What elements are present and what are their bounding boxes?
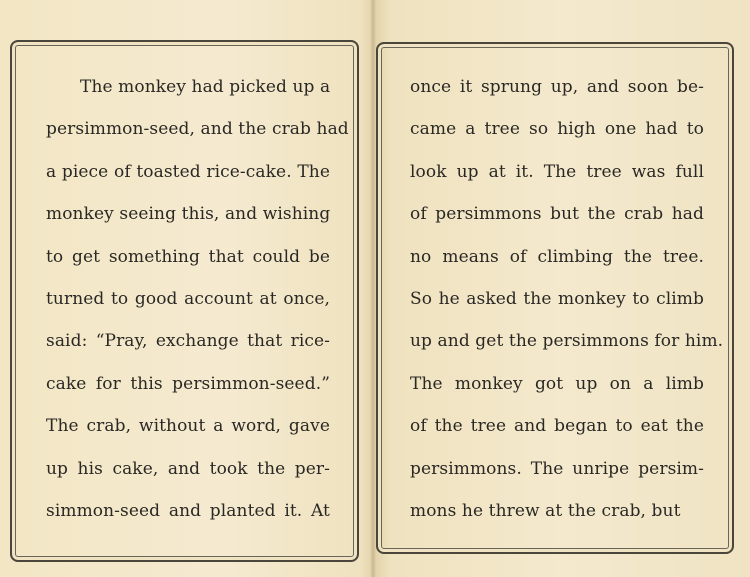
text-line: up and get the persimmons for him. [410,331,724,352]
text-line: once it sprung up, and soon be- [410,77,704,97]
text-line: The monkey got up on a limb [410,373,704,394]
text-line: turned to good account at once, [46,288,330,309]
text-line: a piece of toasted rice-cake. The [46,161,330,182]
text-line: of the tree and began to eat the [410,416,704,437]
text-line: of persimmons but the crab had [410,204,704,225]
text-line: simmon-seed and planted it. At [46,500,330,521]
text-line: persimmons. The unripe persim- [410,458,704,479]
text-line: to get something that could be [46,246,330,267]
text-line: monkey seeing this, and wishing [46,204,331,225]
text-line: cake for this persimmon-seed.” [46,373,330,394]
text-line: mons he threw at the crab, but [410,500,681,521]
text-line: persimmon-seed, and the crab had [46,119,349,140]
left-page [0,0,372,577]
text-line: So he asked the monkey to climb [410,288,704,309]
text-line: up his cake, and took the per- [46,458,330,479]
text-line: The crab, without a word, gave [46,416,330,437]
left-page-text [46,74,349,540]
right-page-text [410,74,724,540]
text-line: came a tree so high one had to [410,119,704,140]
right-page [376,0,750,577]
text-line: look up at it. The tree was full [410,161,704,182]
text-line: said: “Pray, exchange that rice- [46,331,330,352]
text-line: no means of climbing the tree. [410,246,704,267]
text-line: The monkey had picked up a [80,77,331,97]
